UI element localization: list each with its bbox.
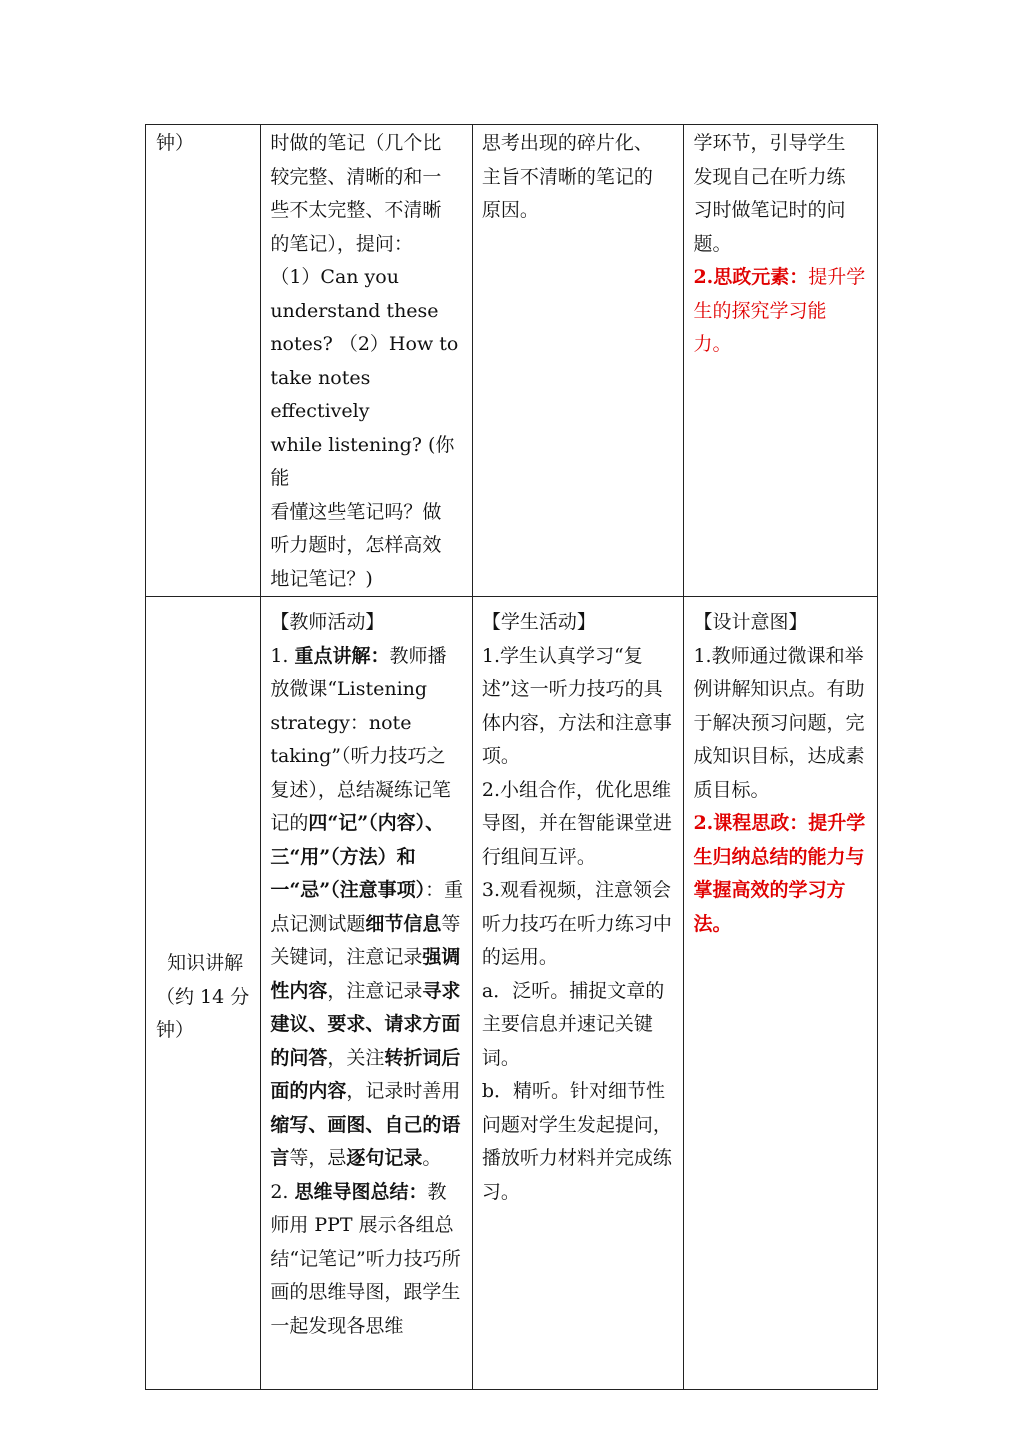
cell-line: notes? （2）How to [270,333,459,355]
list-item: 1.学生认真学习“复述”这一听力技巧的具体内容，方法和注意事项。 [481,644,672,767]
cell-line: （1）Can you [270,266,399,288]
item-number: 2. [270,1180,295,1203]
plain-text: 等，忌 [289,1147,347,1169]
cell-line: 提升学 [808,266,866,288]
bold-text: 细节信息 [365,912,442,935]
student-activity-cell [472,597,684,1390]
teacher-point-1 [270,640,464,1176]
cell-line: 学环节，引导学生 [693,132,846,154]
cell-line: 地记笔记？) [270,567,373,590]
teacher-point-2 [270,1176,464,1344]
cell-line: 听力题时，怎样高效 [270,534,442,556]
cell-line: 题。 [693,232,732,255]
cell-line: 生的探究学习能 [693,299,827,322]
cell-line: 习时做笔记时的问 [693,199,846,221]
plain-text: 教师用 PPT 展示各组总结“记笔记”听力技巧所画的思维导图，跟学生一起发现各思维 [270,1180,461,1337]
bold-text: 思维导图总结： [294,1180,428,1203]
ideology-text: 2.课程思政：提升学生归纳总结的能力与掌握高效的学习方法。 [693,812,866,935]
list-item: a．泛听。捕捉文章的主要信息并速记关键词。 [481,979,665,1069]
cell-header: 【学生活动】 [481,611,596,633]
stage-title: 知识讲解 [167,952,244,975]
stage-duration: 钟） [156,1019,195,1042]
cell-line: 思考出现的碎片化、 [481,132,653,154]
cell-line: understand these [270,299,439,322]
teacher-activity-cell [261,597,473,1390]
cell-line: 的笔记），提问： [270,232,413,255]
stage-cell [146,597,261,1390]
intent-text: 1.教师通过微课和举例讲解知识点。有助于解决预习问题，完成知识目标，达成素质目标。 [693,644,865,801]
stage-cell [146,125,261,597]
bold-text: 重点讲解： [294,644,390,667]
plain-text: ：重点记测试题 [270,879,464,935]
list-item: 3.观看视频，注意领会听力技巧在听力练习中的运用。 [481,879,672,968]
table-row [146,125,878,597]
plain-text: ，关注 [327,1046,385,1069]
lesson-plan-table [145,124,878,1390]
ideology-note [693,807,869,941]
table-row [146,597,878,1390]
cell-line: 原因。 [481,199,539,221]
plain-text: 等关键词，注意记录 [270,912,461,968]
plain-text: ，注意记录 [327,979,423,1002]
plain-text: ，记录时善用 [346,1080,461,1102]
design-intent-cell [684,597,878,1390]
bold-text: 强调性内容 [270,946,461,1002]
bold-text: 寻求建议、要求、请求方面的问答 [270,979,461,1069]
bold-text: 逐句记录 [346,1147,423,1169]
cell-line: while listening? (你能 [270,433,455,489]
cell-line: 主旨不清晰的笔记的 [481,165,653,188]
bold-text: 四“记”（内容）、三“用”（方法）和一“忌”（注意事项） [270,812,445,901]
cell-line: 些不太完整、不清晰 [270,199,442,221]
list-item: b．精听。针对细节性问题对学生发起提问，播放听力材料并完成练习。 [481,1080,672,1203]
teacher-activity-cell [261,125,473,597]
cell-line: 时做的笔记（几个比 [270,132,442,154]
cell-line: 看懂这些笔记吗？做 [270,500,442,523]
plain-text: 。 [422,1147,442,1169]
cell-line: 力。 [693,333,732,355]
list-item: 2.小组合作，优化思维导图，并在智能课堂进行组间互评。 [481,778,672,868]
cell-header: 【教师活动】 [270,611,385,633]
stage-text: 钟） [156,132,195,154]
plain-text: 教师播放微课“Listening strategy：note taking”（听力技巧之复述），总结凝练记笔记的 [270,644,451,834]
bold-text: 缩写、画图、自己的语言 [270,1113,461,1169]
stage-duration: （约 14 分 [156,985,250,1008]
student-activity-cell [472,125,684,597]
cell-line: take notes effectively [270,366,371,422]
item-number: 1. [270,644,295,667]
cell-line: 发现自己在听力练 [693,165,846,188]
cell-header: 【设计意图】 [693,611,808,633]
cell-line: 较完整、清晰的和一 [270,165,442,188]
bold-text: 转折词后面的内容 [270,1046,461,1102]
design-intent-cell [684,125,878,597]
ideology-label: 2.思政元素： [693,266,809,288]
ideology-note [693,261,869,295]
